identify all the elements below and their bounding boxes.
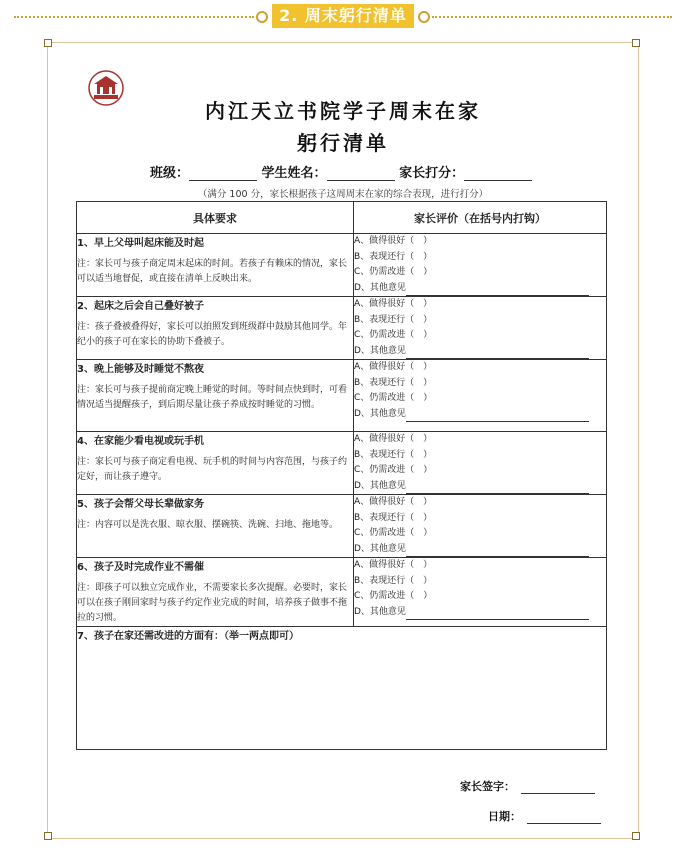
- table-row: [77, 558, 607, 627]
- option-d: D、其他意见: [354, 407, 606, 423]
- option-c: C、仍需改进（ ）: [354, 528, 433, 538]
- header-requirements: 具体要求: [77, 202, 354, 234]
- section-banner: [0, 0, 686, 32]
- option-b: B、表现还行（ ）: [354, 314, 433, 325]
- document-title-line2: 躬行清单: [297, 131, 389, 155]
- frame-corner-top-right: [632, 39, 640, 47]
- banner-right-dot: [418, 11, 430, 23]
- item-title: 1、早上父母叫起床能及时起: [77, 238, 204, 249]
- item-title: 3、晚上能够及时睡觉不熬夜: [77, 364, 204, 375]
- table-row: [77, 234, 607, 297]
- header-evaluation: 家长评价（在括号内打钩）: [354, 202, 607, 234]
- item-note: 注：内容可以是洗衣服、晾衣服、摆碗筷、洗碗、扫地、拖地等。: [77, 520, 339, 530]
- option-c: C、仍需改进（ ）: [354, 465, 433, 475]
- option-b: B、表现还行（ ）: [354, 377, 433, 388]
- student-name-blank: [327, 166, 395, 181]
- date-label: 日期：: [488, 810, 521, 823]
- item-note: 注：家长可与孩子提前商定晚上睡觉的时间。等时间点快到时，可看情况适当提醒孩子，到后期尽量让孩子养成按时睡觉的习惯。: [77, 385, 348, 410]
- item-note: 注：家长可与孩子商定看电视、玩手机的时间与内容范围，与孩子约定好，而让孩子遵守。: [77, 457, 348, 482]
- item-title: 6、孩子及时完成作业不需催: [77, 562, 204, 573]
- item-note: 注：孩子叠被叠得好，家长可以拍照发到班级群中鼓励其他同学。年纪小的孩子可在家长的协助下叠被子。: [77, 322, 348, 347]
- option-c: C、仍需改进（ ）: [354, 267, 433, 277]
- student-name-label: 学生姓名：: [261, 166, 327, 181]
- class-blank: [189, 166, 257, 181]
- option-d: D、其他意见: [354, 542, 606, 558]
- option-a: A、做得很好（ ）: [354, 560, 433, 570]
- option-b: B、表现还行（ ）: [354, 575, 433, 586]
- parent-score-blank: [464, 166, 532, 181]
- other-opinion-line: [406, 483, 589, 494]
- other-opinion-line: [406, 411, 589, 422]
- banner-right-dotted-line: [432, 16, 672, 18]
- option-b: B、表现还行（ ）: [354, 251, 433, 262]
- banner-left-dotted-line: [14, 16, 254, 18]
- table-row: [77, 627, 607, 750]
- table-row: [77, 432, 607, 495]
- option-a: A、做得很好（ ）: [354, 434, 433, 444]
- other-opinion-line: [406, 348, 589, 359]
- option-c: C、仍需改进（ ）: [354, 591, 433, 601]
- option-d: D、其他意见: [354, 344, 606, 360]
- option-a: A、做得很好（ ）: [354, 497, 433, 507]
- parent-signature-field: [460, 778, 595, 794]
- item-title: 4、在家能少看电视或玩手机: [77, 436, 204, 447]
- banner-left-dot: [256, 11, 268, 23]
- scoring-note: （满分 100 分，家长根据孩子这周周末在家的综合表现，进行打分）: [197, 189, 489, 200]
- option-d: D、其他意见: [354, 605, 606, 621]
- item-title: 2、起床之后会自己叠好被子: [77, 301, 204, 312]
- class-label: 班级：: [150, 166, 190, 181]
- frame-corner-bottom-left: [44, 832, 52, 840]
- parent-signature-label: 家长签字：: [460, 780, 515, 793]
- info-fields: [150, 162, 532, 181]
- item-note: 注：家长可与孩子商定周末起床的时间。若孩子有赖床的情况，家长可以适当地督促，或直接在清单上反映出来。: [77, 259, 348, 284]
- date-blank: [527, 811, 601, 824]
- table-row: [77, 360, 607, 432]
- parent-score-label: 家长打分：: [399, 166, 465, 181]
- date-field: [488, 808, 601, 824]
- frame-corner-bottom-right: [632, 832, 640, 840]
- option-d: D、其他意见: [354, 479, 606, 495]
- option-a: A、做得很好（ ）: [354, 362, 433, 372]
- parent-signature-blank: [521, 781, 595, 794]
- improvement-question: 7、孩子在家还需改进的方面有：（举一两点即可）: [77, 627, 607, 750]
- other-opinion-line: [406, 285, 589, 296]
- item-note: 注：即孩子可以独立完成作业，不需要家长多次提醒。必要时，家长可以在孩子刚回家时与孩子约定作业完成的时间，培养孩子做事不拖拉的习惯。: [77, 583, 348, 623]
- document-title-line1: 内江天立书院学子周末在家: [205, 99, 481, 123]
- option-a: A、做得很好（ ）: [354, 299, 433, 309]
- option-a: A、做得很好（ ）: [354, 236, 433, 246]
- option-c: C、仍需改进（ ）: [354, 330, 433, 340]
- option-b: B、表现还行（ ）: [354, 512, 433, 523]
- option-b: B、表现还行（ ）: [354, 449, 433, 460]
- frame-corner-top-left: [44, 39, 52, 47]
- option-d: D、其他意见: [354, 281, 606, 297]
- table-row: [77, 495, 607, 558]
- other-opinion-line: [406, 609, 589, 620]
- table-row: [77, 297, 607, 360]
- option-c: C、仍需改进（ ）: [354, 393, 433, 403]
- item-title: 5、孩子会帮父母长辈做家务: [77, 499, 204, 510]
- other-opinion-line: [406, 546, 589, 557]
- banner-title: 2. 周末躬行清单: [272, 4, 414, 28]
- checklist-table: [76, 201, 607, 750]
